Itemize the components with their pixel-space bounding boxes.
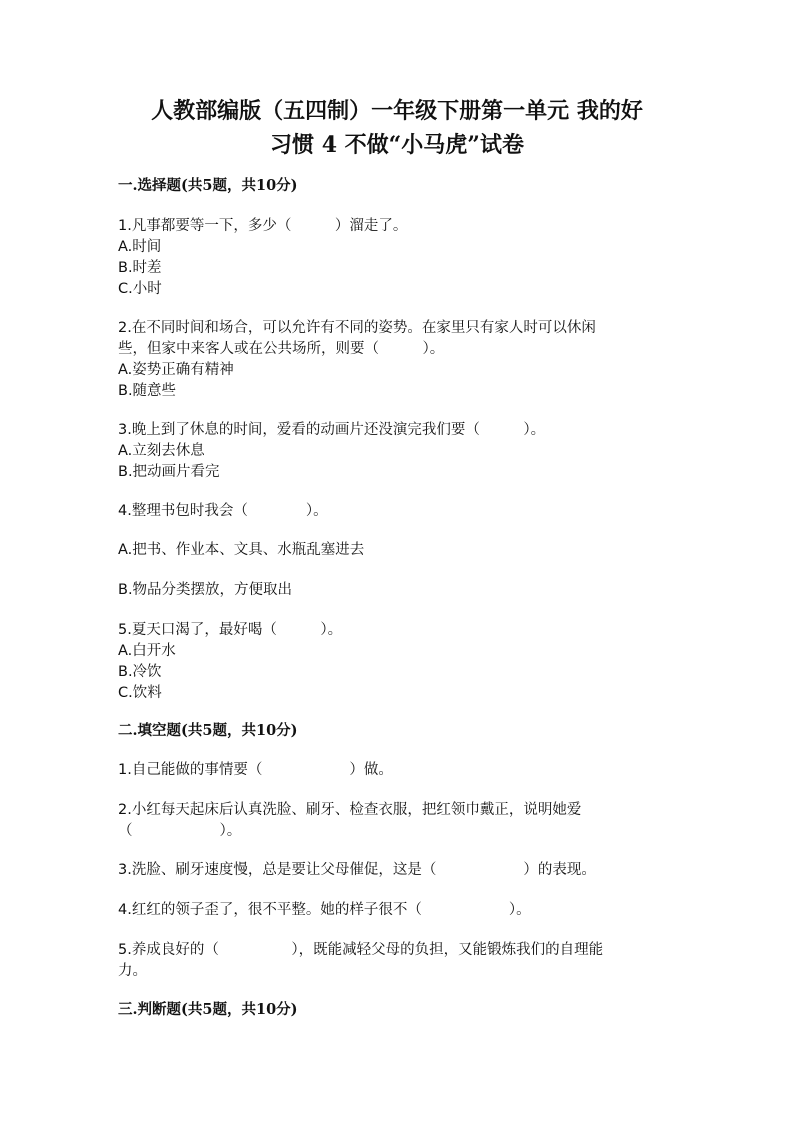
question-stem: 2.小红每天起床后认真洗脸、刷牙、检查衣服，把红领巾戴正，说明她爱 xyxy=(118,802,582,818)
answer-option: A.姿势正确有精神 xyxy=(118,362,234,378)
question-stem: 4.红红的领子歪了，很不平整。她的样子很不（ ）。 xyxy=(118,902,531,918)
answer-option: B.冷饮 xyxy=(118,664,162,680)
section-heading-choice: 一.选择题(共5题，共10分) xyxy=(118,177,298,194)
question-stem: 1.自己能做的事情要（ ）做。 xyxy=(118,762,393,778)
answer-option: C.小时 xyxy=(118,281,162,297)
answer-option: A.把书、作业本、文具、水瓶乱塞进去 xyxy=(118,542,365,558)
question-stem: 1.凡事都要等一下，多少（ ）溜走了。 xyxy=(118,218,408,234)
answer-option: B.把动画片看完 xyxy=(118,464,220,480)
question-stem: 3.晚上到了休息的时间，爱看的动画片还没演完我们要（ ）。 xyxy=(118,422,546,438)
answer-option: A.立刻去休息 xyxy=(118,443,205,459)
question-stem: 力。 xyxy=(118,963,147,979)
answer-option: C.饮料 xyxy=(118,685,162,701)
question-stem: （ ）。 xyxy=(118,823,242,839)
question-stem: 3.洗脸、刷牙速度慢，总是要让父母催促，这是（ ）的表现。 xyxy=(118,862,596,878)
question-stem: 5.养成良好的（ ），既能减轻父母的负担，又能锻炼我们的自理能 xyxy=(118,942,604,958)
question-stem: 些，但家中来客人或在公共场所，则要（ ）。 xyxy=(118,341,445,357)
section-heading-true-false: 三.判断题(共5题，共10分) xyxy=(118,1001,298,1018)
answer-option: B.时差 xyxy=(118,260,162,276)
answer-option: B.物品分类摆放，方便取出 xyxy=(118,582,293,598)
answer-option: B.随意些 xyxy=(118,383,177,399)
question-stem: 2.在不同时间和场合，可以允许有不同的姿势。在家里只有家人时可以休闲 xyxy=(118,320,596,336)
page-title-line-2: 习惯 4 不做“小马虎”试卷 xyxy=(270,132,524,158)
page-title-line-1: 人教部编版（五四制）一年级下册第一单元 我的好 xyxy=(151,98,643,124)
question-stem: 5.夏天口渴了，最好喝（ ）。 xyxy=(118,622,343,638)
answer-option: A.白开水 xyxy=(118,643,176,659)
section-heading-fill-blank: 二.填空题(共5题，共10分) xyxy=(118,722,298,739)
answer-option: A.时间 xyxy=(118,239,162,255)
question-stem: 4.整理书包时我会（ ）。 xyxy=(118,503,328,519)
